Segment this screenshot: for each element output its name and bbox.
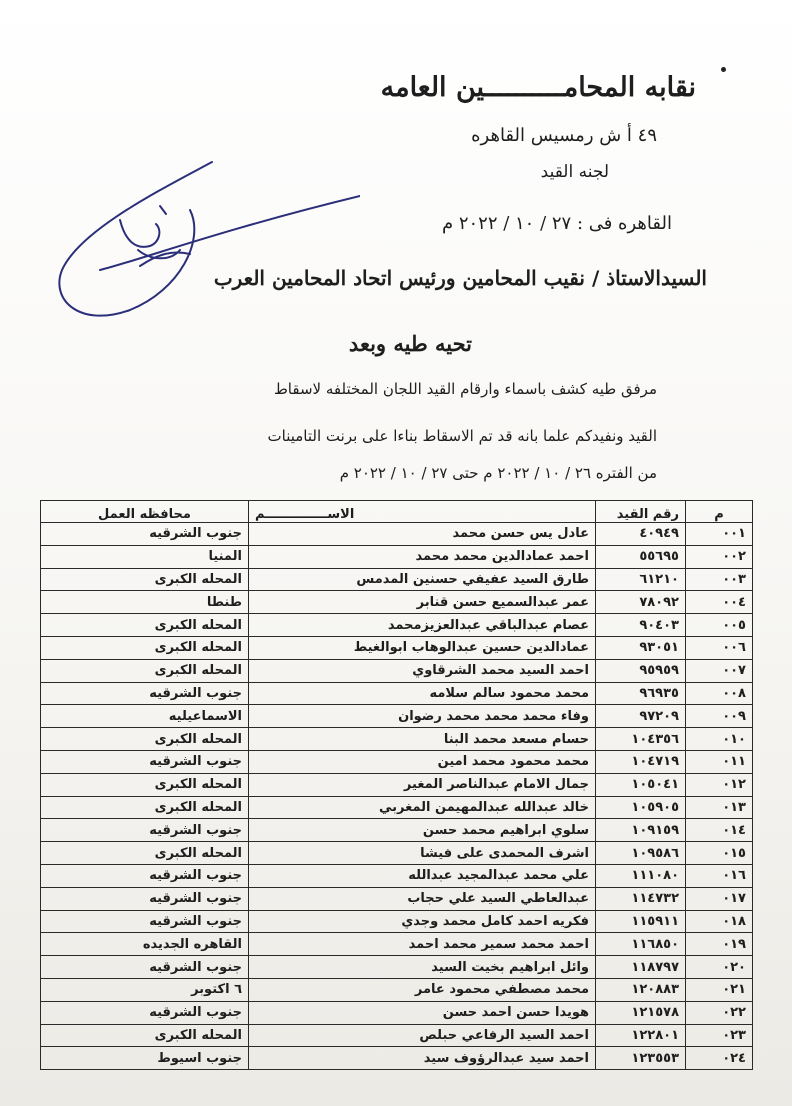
syndicate-title: نقابه المحامــــــــــين العامه	[380, 72, 696, 103]
lawyer-name: محمد محمود سالم سلامه	[249, 682, 596, 705]
lawyer-name: خالد عبدالله عبدالمهيمن المغربي	[249, 796, 596, 819]
header-gov: محافظه العمل	[41, 501, 249, 523]
row-number: ٠٢٠	[686, 956, 753, 979]
lawyer-name: احمد السيد محمد الشرقاوي	[249, 659, 596, 682]
registration-number: ١١٦٨٥٠	[596, 933, 686, 956]
row-number: ٠٠١	[686, 523, 753, 546]
work-governorate: المحله الكبرى	[41, 773, 249, 796]
table-row	[41, 1047, 753, 1070]
work-governorate: المحله الكبرى	[41, 796, 249, 819]
row-number: ٠٢٢	[686, 1001, 753, 1024]
lawyer-name: وائل ابراهيم بخيت السيد	[249, 956, 596, 979]
registration-number: ١٢١٥٧٨	[596, 1001, 686, 1024]
body-line-3: من الفتره ٢٦ / ١٠ / ٢٠٢٢ م حتى ٢٧ / ١٠ / ٢٠٢٢ م	[339, 464, 657, 482]
work-governorate: جنوب الشرقيه	[41, 523, 249, 546]
header-name: الاســــــــــــــم	[249, 501, 596, 523]
work-governorate: جنوب الشرقيه	[41, 887, 249, 910]
registration-number: ١٠٤٣٥٦	[596, 728, 686, 751]
body-line-1: مرفق طيه كشف باسماء وارقام القيد اللجان المختلفه لاسقاط	[273, 380, 657, 398]
lawyer-name: احمد السيد الرفاعي حبلص	[249, 1024, 596, 1047]
work-governorate: القاهره الجديده	[41, 933, 249, 956]
cancellation-table	[40, 500, 753, 1070]
work-governorate: المحله الكبرى	[41, 659, 249, 682]
lawyer-name: محمد محمود محمد امين	[249, 750, 596, 773]
registration-number: ١٠٩١٥٩	[596, 819, 686, 842]
row-number: ٠١٤	[686, 819, 753, 842]
table-row	[41, 545, 753, 568]
row-number: ٠٠٨	[686, 682, 753, 705]
registration-number: ١١٤٧٣٢	[596, 887, 686, 910]
table-row	[41, 864, 753, 887]
registration-number: ١١١٠٨٠	[596, 864, 686, 887]
lawyer-name: هويدا حسن احمد حسن	[249, 1001, 596, 1024]
lawyer-name: علي محمد عبدالمجيد عبدالله	[249, 864, 596, 887]
table-header-row	[41, 501, 753, 523]
table-row	[41, 910, 753, 933]
ink-dot	[721, 67, 726, 72]
lawyer-name: محمد مصطفي محمود عامر	[249, 978, 596, 1001]
work-governorate: جنوب الشرقيه	[41, 1001, 249, 1024]
row-number: ٠١٨	[686, 910, 753, 933]
work-governorate: جنوب اسيوط	[41, 1047, 249, 1070]
registration-number: ٩٣٠٥١	[596, 636, 686, 659]
registration-number: ١١٨٧٩٧	[596, 956, 686, 979]
row-number: ٠١٩	[686, 933, 753, 956]
work-governorate: المحله الكبرى	[41, 636, 249, 659]
lawyer-name: احمد عمادالدين محمد محمد	[249, 545, 596, 568]
registration-number: ١٠٥٠٤١	[596, 773, 686, 796]
addressee-line: السيدالاستاذ / نقيب المحامين ورئيس اتحاد المحامين العرب	[213, 266, 707, 290]
work-governorate: جنوب الشرقيه	[41, 819, 249, 842]
greeting: تحيه طيه وبعد	[348, 331, 472, 356]
header-num: م	[686, 501, 753, 523]
registration-number: ١٠٩٥٨٦	[596, 842, 686, 865]
table-row	[41, 568, 753, 591]
table-row	[41, 773, 753, 796]
row-number: ٠٠٥	[686, 614, 753, 637]
row-number: ٠٢٣	[686, 1024, 753, 1047]
handwritten-signature	[40, 150, 360, 330]
registration-number: ٦١٢١٠	[596, 568, 686, 591]
row-number: ٠١٧	[686, 887, 753, 910]
row-number: ٠١٦	[686, 864, 753, 887]
table-row	[41, 819, 753, 842]
row-number: ٠١٣	[686, 796, 753, 819]
registration-number: ١٢٣٥٥٣	[596, 1047, 686, 1070]
row-number: ٠٠٢	[686, 545, 753, 568]
row-number: ٠١١	[686, 750, 753, 773]
registration-number: ٩٠٤٠٣	[596, 614, 686, 637]
lawyer-name: عبدالعاطي السيد علي حجاب	[249, 887, 596, 910]
registration-number: ٥٥٦٩٥	[596, 545, 686, 568]
committee-name: لجنه القيد	[540, 162, 609, 182]
registration-number: ٧٨٠٩٢	[596, 591, 686, 614]
work-governorate: الاسماعيليه	[41, 705, 249, 728]
body-line-2: القيد ونفيدكم علما بانه قد تم الاسقاط بناءا على برنت التامينات	[267, 427, 657, 445]
lawyer-name: عمادالدين حسين عبدالوهاب ابوالغيط	[249, 636, 596, 659]
lawyer-name: سلوي ابراهيم محمد حسن	[249, 819, 596, 842]
lawyer-name: اشرف المحمدى على فيشا	[249, 842, 596, 865]
row-number: ٠١٢	[686, 773, 753, 796]
table-row	[41, 728, 753, 751]
table-row	[41, 978, 753, 1001]
work-governorate: المحله الكبرى	[41, 1024, 249, 1047]
lawyer-name: عمر عبدالسميع حسن قنابر	[249, 591, 596, 614]
row-number: ٠٢١	[686, 978, 753, 1001]
registration-number: ٩٦٩٣٥	[596, 682, 686, 705]
table-row	[41, 956, 753, 979]
work-governorate: طنطا	[41, 591, 249, 614]
lawyer-name: عادل يس حسن محمد	[249, 523, 596, 546]
table-row	[41, 659, 753, 682]
registration-number: ١٠٤٧١٩	[596, 750, 686, 773]
table-row	[41, 750, 753, 773]
lawyer-name: حسام مسعد محمد البنا	[249, 728, 596, 751]
row-number: ٠٠٩	[686, 705, 753, 728]
row-number: ٠١٠	[686, 728, 753, 751]
row-number: ٠٠٣	[686, 568, 753, 591]
table-row	[41, 796, 753, 819]
row-number: ٠٠٧	[686, 659, 753, 682]
work-governorate: جنوب الشرقيه	[41, 956, 249, 979]
date-line: القاهره فى : ٢٧ / ١٠ / ٢٠٢٢ م	[441, 213, 672, 234]
row-number: ٠٢٤	[686, 1047, 753, 1070]
row-number: ٠١٥	[686, 842, 753, 865]
lawyer-name: احمد سيد عبدالرؤوف سيد	[249, 1047, 596, 1070]
table-row	[41, 591, 753, 614]
table-row	[41, 614, 753, 637]
table-row	[41, 523, 753, 546]
work-governorate: المنيا	[41, 545, 249, 568]
work-governorate: المحله الكبرى	[41, 842, 249, 865]
table-row	[41, 705, 753, 728]
work-governorate: ٦ اكتوبر	[41, 978, 249, 1001]
registration-number: ٩٧٢٠٩	[596, 705, 686, 728]
table-row	[41, 887, 753, 910]
table-row	[41, 1001, 753, 1024]
table-row	[41, 1024, 753, 1047]
lawyer-name: فكريه احمد كامل محمد وجدي	[249, 910, 596, 933]
work-governorate: المحله الكبرى	[41, 728, 249, 751]
lawyer-name: احمد محمد سمير محمد احمد	[249, 933, 596, 956]
table-row	[41, 933, 753, 956]
syndicate-address: ٤٩ أ ش رمسيس القاهره	[471, 125, 657, 146]
lawyer-name: عصام عبدالباقي عبدالعزيزمحمد	[249, 614, 596, 637]
lawyer-name: طارق السيد عفيفي حسنين المدمس	[249, 568, 596, 591]
work-governorate: المحله الكبرى	[41, 614, 249, 637]
row-number: ٠٠٤	[686, 591, 753, 614]
lawyer-name: وفاء محمد محمد محمد رضوان	[249, 705, 596, 728]
registration-number: ٩٥٩٥٩	[596, 659, 686, 682]
table-row	[41, 636, 753, 659]
table-row	[41, 682, 753, 705]
work-governorate: جنوب الشرقيه	[41, 682, 249, 705]
registration-number: ٤٠٩٤٩	[596, 523, 686, 546]
registration-number: ١٢٢٨٠١	[596, 1024, 686, 1047]
registration-number: ١٢٠٨٨٣	[596, 978, 686, 1001]
lawyer-name: جمال الامام عبدالناصر المغير	[249, 773, 596, 796]
registration-number: ١١٥٩١١	[596, 910, 686, 933]
table-row	[41, 842, 753, 865]
work-governorate: جنوب الشرقيه	[41, 864, 249, 887]
row-number: ٠٠٦	[686, 636, 753, 659]
work-governorate: جنوب الشرقيه	[41, 750, 249, 773]
work-governorate: جنوب الشرقيه	[41, 910, 249, 933]
header-reg: رقم القيد	[596, 501, 686, 523]
work-governorate: المحله الكبرى	[41, 568, 249, 591]
registration-number: ١٠٥٩٠٥	[596, 796, 686, 819]
